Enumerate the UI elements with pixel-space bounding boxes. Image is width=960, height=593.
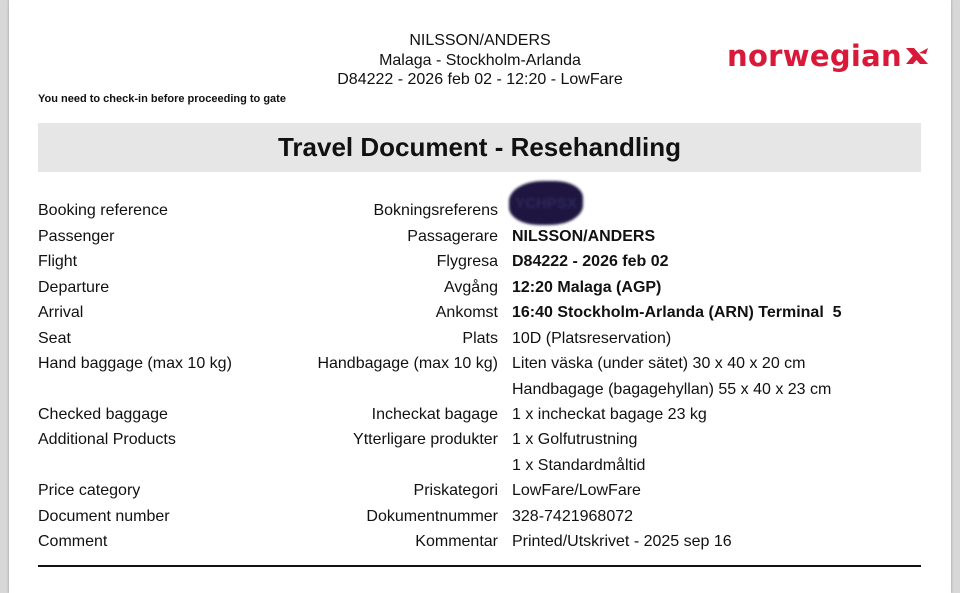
value: 12:20 Malaga (AGP)	[512, 279, 662, 296]
label-en: Departure	[38, 279, 110, 296]
row-comment	[9, 530, 951, 554]
row-flight	[9, 250, 951, 274]
value: 328-7421968072	[512, 508, 634, 525]
label-sv: Ytterligare produkter	[353, 431, 498, 448]
document-title-banner	[38, 123, 921, 172]
logo-text: norwegian	[727, 39, 902, 73]
row-passenger	[9, 225, 951, 249]
header-passenger-name: NILSSON/ANDERS	[409, 32, 551, 49]
value: LowFare/LowFare	[512, 482, 641, 499]
row-hand-baggage	[9, 352, 951, 376]
label-sv: Plats	[462, 330, 498, 347]
label-sv: Flygresa	[436, 253, 498, 270]
label-en: Checked baggage	[38, 406, 168, 423]
norwegian-logo	[727, 39, 930, 73]
value: Liten väska (under sätet) 30 x 40 x 20 cm	[512, 355, 806, 372]
label-en: Booking reference	[38, 202, 168, 219]
label-sv: Avgång	[444, 279, 498, 296]
label-en: Comment	[38, 533, 108, 550]
row-departure	[9, 276, 951, 300]
row-seat	[9, 327, 951, 351]
bottom-divider	[38, 565, 921, 567]
label-sv: Kommentar	[415, 533, 498, 550]
label-en: Seat	[38, 330, 71, 347]
value: 16:40 Stockholm-Arlanda (ARN) Terminal 5	[512, 304, 842, 321]
document-title: Travel Document - Resehandling	[277, 132, 682, 162]
label-sv: Bokningsreferens	[373, 202, 498, 219]
label-sv: Incheckat bagage	[371, 406, 498, 423]
value: NILSSON/ANDERS	[512, 228, 656, 245]
row-price-category	[9, 479, 951, 503]
label-en: Document number	[38, 508, 170, 525]
row-arrival	[9, 301, 951, 325]
label-en: Hand baggage (max 10 kg)	[38, 355, 232, 372]
label-sv: Passagerare	[407, 228, 498, 245]
checkin-notice: You need to check-in before proceeding to gate	[38, 93, 286, 105]
value: Handbagage (bagagehyllan) 55 x 40 x 23 cm	[512, 381, 832, 398]
header-route: Malaga - Stockholm-Arlanda	[379, 52, 581, 69]
header-flight-line: D84222 - 2026 feb 02 - 12:20 - LowFare	[337, 71, 623, 88]
redacted-booking-reference: YCHPSX	[509, 181, 583, 225]
value: 1 x Golfutrustning	[512, 431, 638, 448]
value: 1 x incheckat bagage 23 kg	[512, 406, 707, 423]
label-en: Arrival	[38, 304, 84, 321]
label-sv: Handbagage (max 10 kg)	[317, 355, 498, 372]
row-additional-products	[9, 428, 951, 452]
value: Printed/Utskrivet - 2025 sep 16	[512, 533, 732, 550]
row-additional-products-cont	[9, 454, 951, 478]
label-en: Flight	[38, 253, 78, 270]
row-booking-reference	[9, 199, 951, 223]
row-document-number	[9, 505, 951, 529]
label-sv: Ankomst	[435, 304, 498, 321]
value: 1 x Standardmåltid	[512, 457, 646, 474]
label-en: Passenger	[38, 228, 115, 245]
label-en: Price category	[38, 482, 141, 499]
label-sv: Dokumentnummer	[366, 508, 498, 525]
value: D84222 - 2026 feb 02	[512, 253, 669, 270]
label-en: Additional Products	[38, 431, 176, 448]
label-sv: Priskategori	[413, 482, 498, 499]
value: 10D (Platsreservation)	[512, 330, 672, 347]
row-checked-baggage	[9, 403, 951, 427]
row-hand-baggage-cont	[9, 378, 951, 402]
document-page	[9, 0, 951, 593]
plane-tail-icon	[904, 44, 930, 68]
